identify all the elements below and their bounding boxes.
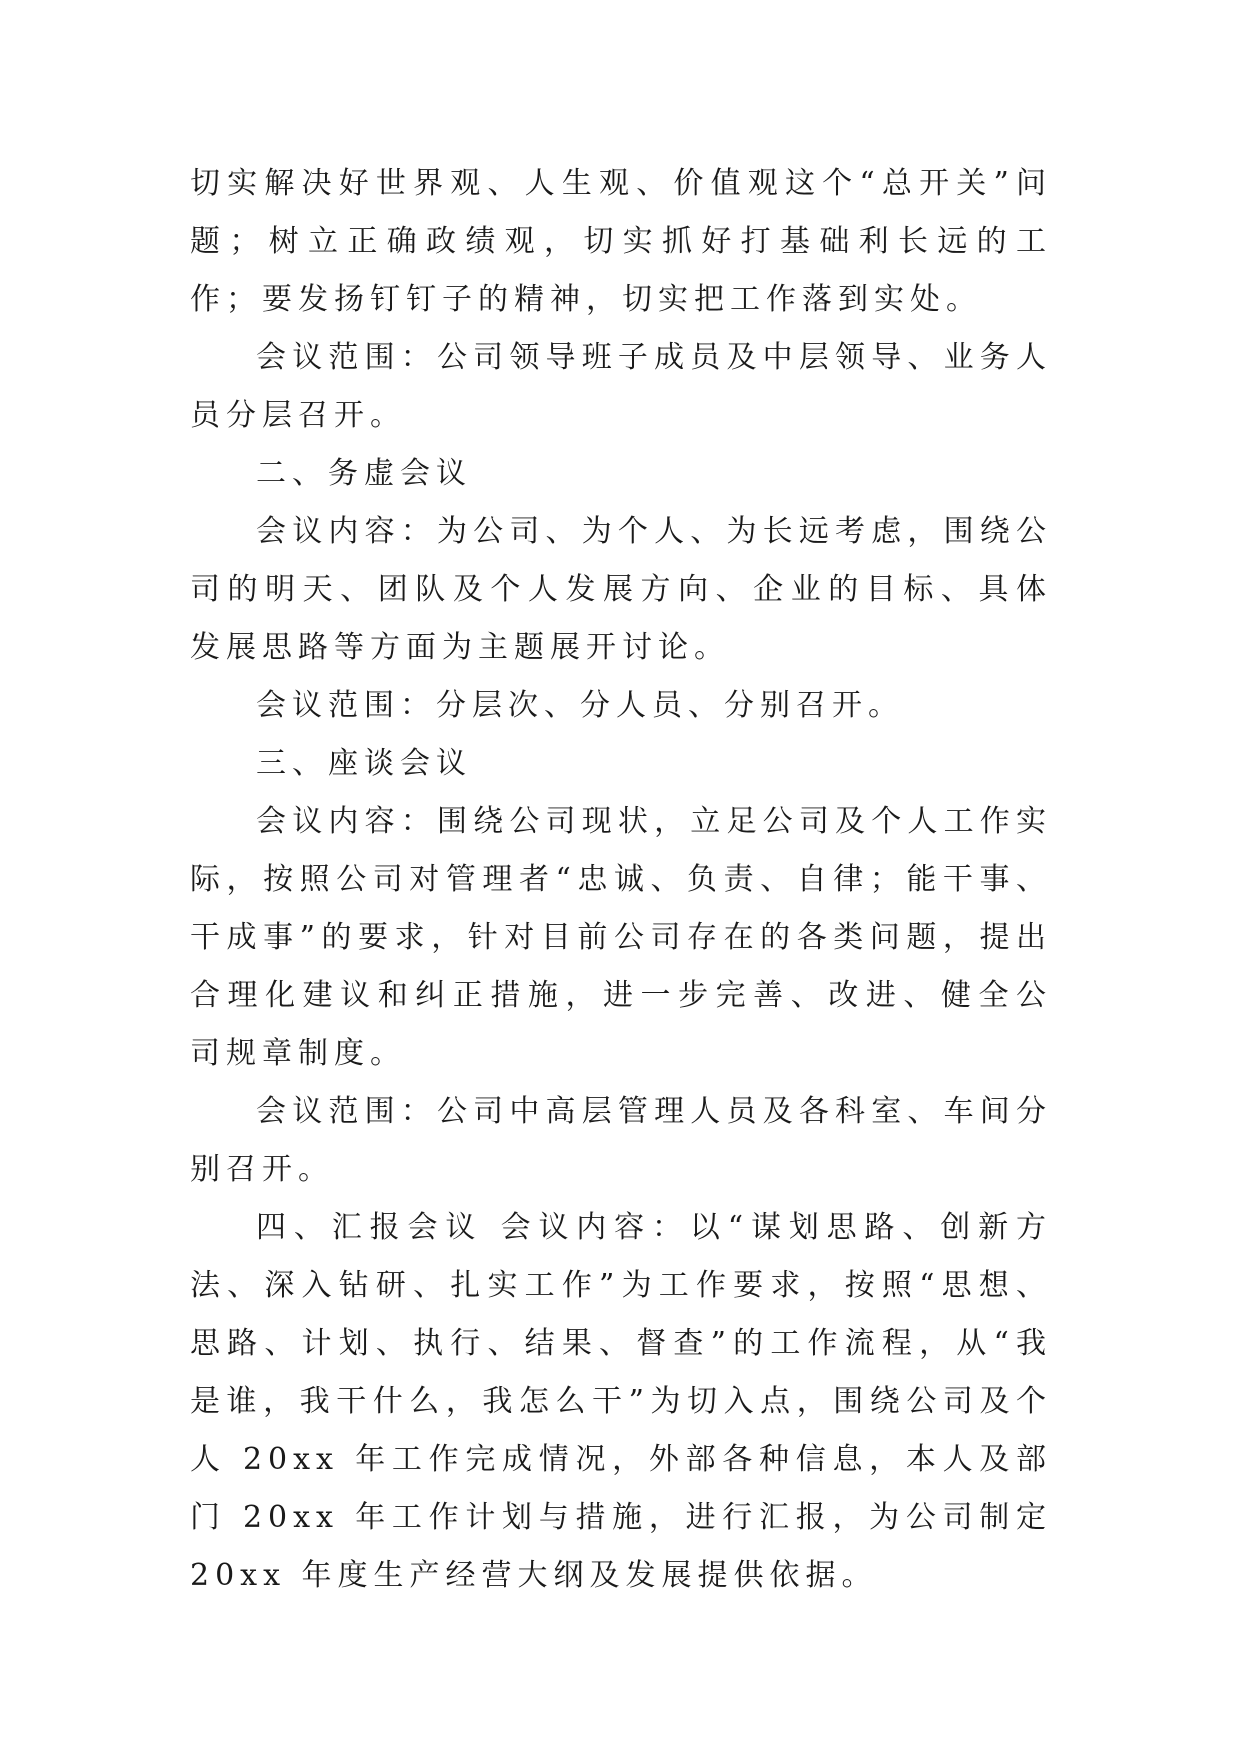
section-heading-2: 二、务虚会议 [256, 456, 472, 491]
paragraph-meeting-scope-3: 会议范围：公司中高层管理人员及各科室、车间分别召开。 [190, 1094, 1052, 1187]
document-body [190, 155, 1052, 1605]
paragraph-meeting-content-3: 会议内容：围绕公司现状，立足公司及个人工作实际，按照公司对管理者“忠诚、负责、自律；能干事、干成事”的要求，针对目前公司存在的各类问题，提出合理化建议和纠正措施，进一步完善、改进、健全公司规章制度。 [190, 804, 1052, 1071]
paragraph-section-4: 四、汇报会议 会议内容：以“谋划思路、创新方法、深入钻研、扎实工作”为工作要求，按照“思想、思路、计划、执行、结果、督查”的工作流程，从“我是谁，我干什么，我怎么干”为切入点，围绕公司及个人 20xx 年工作完成情况，外部各种信息，本人及部门 20xx 年工作计划与措施，进行汇报，为公司制定 20xx 年度生产经营大纲及发展提供依据。 [190, 1210, 1052, 1593]
paragraph-meeting-content-2: 会议内容：为公司、为个人、为长远考虑，围绕公司的明天、团队及个人发展方向、企业的目标、具体发展思路等方面为主题展开讨论。 [190, 514, 1052, 665]
section-heading-3: 三、座谈会议 [256, 746, 472, 781]
paragraph-meeting-scope-1: 会议范围：公司领导班子成员及中层领导、业务人员分层召开。 [190, 340, 1052, 433]
paragraph-intro-continuation: 切实解决好世界观、人生观、价值观这个“总开关”问题；树立正确政绩观，切实抓好打基础利长远的工作；要发扬钉钉子的精神，切实把工作落到实处。 [190, 166, 1052, 317]
paragraph-meeting-scope-2: 会议范围：分层次、分人员、分别召开。 [256, 688, 904, 723]
